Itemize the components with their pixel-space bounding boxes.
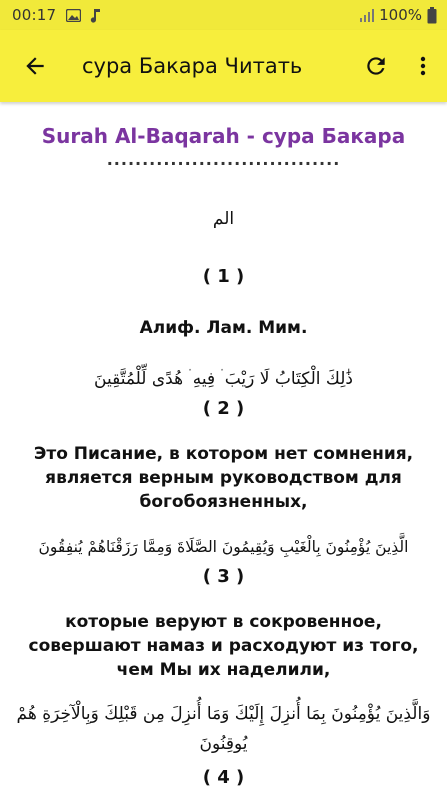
more-vert-icon[interactable] <box>411 53 435 79</box>
verse-4-number: ( 4 ) <box>202 767 245 788</box>
verse-3-arabic: الَّذِينَ يُؤْمِنُونَ بِالْغَيْبِ وَيُقِيمُونَ الصَّلَاةَ وَمِمَّا رَزَقْنَاهُمْ يُنفِقُونَ <box>38 538 409 556</box>
verse-1-arabic: الم <box>212 209 235 229</box>
battery-percent: 100% <box>379 6 422 24</box>
battery-icon <box>427 7 437 24</box>
music-note-icon <box>89 8 101 23</box>
verse-4-arabic: وَالَّذِينَ يُؤْمِنُونَ بِمَا أُنزِلَ إِلَيْكَ وَمَا أُنزِلَ مِن قَبْلِكَ وَبِالْآخِرَةِ هُمْ يُوقِنُونَ <box>16 704 431 754</box>
back-arrow-icon[interactable] <box>22 53 48 79</box>
verse-2-number: ( 2 ) <box>202 398 245 419</box>
surah-title: Surah Al-Baqarah - сура Бакара <box>41 124 406 148</box>
signal-icon <box>359 8 374 22</box>
status-notification-icons <box>66 8 101 23</box>
verse-3-number: ( 3 ) <box>202 566 245 587</box>
verse-1-number: ( 1 ) <box>202 266 245 287</box>
gallery-icon <box>66 9 81 22</box>
status-time: 00:17 <box>12 6 57 24</box>
title-separator: ................................. <box>106 150 341 169</box>
verse-3-translation: которые веруют в сокровенное, совершают намаз и расходуют из того, чем Мы их наделили, <box>28 612 419 680</box>
verse-1-translation: Алиф. Лам. Мим. <box>139 318 308 338</box>
status-right <box>359 6 437 24</box>
verse-2-translation: Это Писание, в котором нет сомнения, является верным руководством для богобоязненных, <box>33 444 414 512</box>
page-title: сура Бакара Читать <box>82 54 303 78</box>
status-bar <box>0 0 447 30</box>
verse-2-arabic: ذَٰلِكَ الْكِتَابُ لَا رَيْبَ ۛ فِيهِ ۛ هُدًى لِّلْمُتَّقِينَ <box>94 369 353 389</box>
app-bar <box>0 30 447 102</box>
refresh-icon[interactable] <box>363 53 389 79</box>
